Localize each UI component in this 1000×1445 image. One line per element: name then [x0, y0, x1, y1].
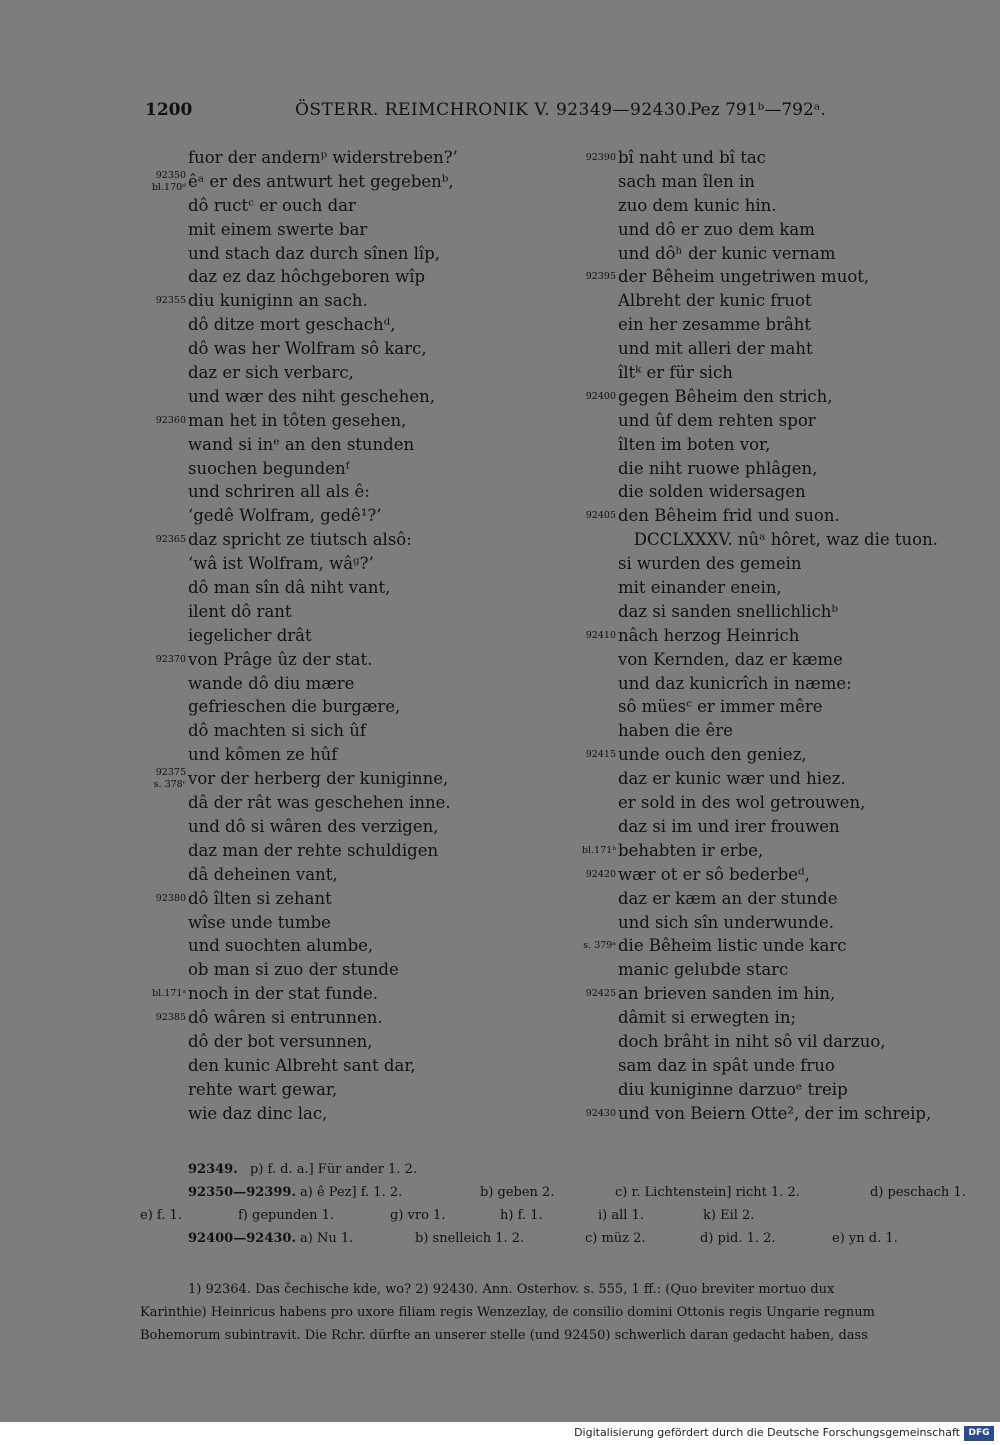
variant-label: 92400—92430.: [188, 1231, 296, 1246]
verse-text: dô was her Wolfram sô karc,: [188, 339, 427, 359]
verse-text: dô îlten si zehant: [188, 888, 332, 908]
verse-line: [140, 528, 470, 552]
verse-line: [570, 194, 990, 218]
verse-text: daz si sanden snellichlichᵇ: [618, 601, 839, 621]
verse-line: [140, 672, 470, 696]
verse-text: wîse unde tumbe: [188, 912, 331, 932]
page-header: [145, 100, 975, 128]
verse-text: und dô si wâren des verzigen,: [188, 816, 439, 836]
verse-line: [140, 218, 470, 242]
variant-entry: e) yn d. 1.: [832, 1231, 898, 1246]
footnotes: [140, 1278, 975, 1347]
variant-entry: a) Nu 1.: [300, 1231, 354, 1246]
verse-line: [140, 146, 470, 170]
verse-text: diu kuniginne darzuoᵉ treip: [618, 1079, 848, 1099]
verse-text: îltᵏ er für sich: [618, 363, 733, 383]
verse-text: gefrieschen die burgære,: [188, 697, 401, 717]
line-number: 92395: [585, 271, 616, 283]
verse-line: [140, 815, 470, 839]
verse-text: wande dô diu mære: [188, 673, 355, 693]
line-number: 92390: [585, 152, 616, 163]
verse-text: noch in der stat funde.: [188, 984, 379, 1004]
line-number: 92425: [585, 988, 616, 1000]
verse-text: si wurden des gemein: [618, 554, 802, 574]
verse-line: [140, 863, 470, 887]
verse-line: [140, 982, 470, 1006]
verse-line: [140, 911, 470, 935]
verse-line: [570, 409, 990, 433]
verse-line: [140, 337, 470, 361]
verse-line: [140, 600, 470, 624]
verse-line: [140, 1054, 470, 1078]
verse-line: [140, 648, 470, 672]
variant-entry: a) ê Pez] f. 1. 2.: [300, 1185, 403, 1200]
verse-text: gegen Bêheim den strich,: [618, 386, 833, 406]
verse-line: [570, 624, 990, 648]
verse-text: rehte wart gewar,: [188, 1079, 338, 1099]
variant-entry: k) Eil 2.: [703, 1208, 755, 1223]
verse-text: ein her zesamme brâht: [618, 315, 812, 335]
verse-text: îlten im boten vor,: [618, 434, 771, 454]
verse-text: und von Beiern Otte², der im schreip,: [618, 1103, 932, 1123]
running-title: ÖSTERR. REIMCHRONIK V. 92349—92430.: [295, 100, 693, 120]
verse-line: [570, 313, 990, 337]
verse-line: [570, 146, 990, 170]
verse-text: daz si im und irer frouwen: [618, 816, 840, 836]
verse-text: wær ot er sô bederbeᵈ,: [618, 864, 810, 884]
verse-line: [140, 194, 470, 218]
variant-entry: d) peschach 1.: [870, 1185, 966, 1200]
variant-row: [140, 1158, 980, 1181]
line-number: s. 379ᵃ: [583, 940, 616, 952]
variant-row: [140, 1204, 980, 1227]
verse-text: und sich sîn underwunde.: [618, 912, 834, 932]
verse-text: doch brâht in niht sô vil darzuo,: [618, 1031, 886, 1051]
verse-text: suochen begundenᶠ: [188, 458, 350, 478]
line-number: 92350 bl.170ᵈ: [151, 169, 186, 193]
verse-text: dô machten si sich ûf: [188, 721, 366, 741]
variant-entry: i) all 1.: [598, 1208, 644, 1223]
verse-line: [570, 1054, 990, 1078]
verse-line: [570, 1006, 990, 1030]
verse-text: sam daz in spât unde fruo: [618, 1055, 835, 1075]
verse-text: und suochten alumbe,: [188, 936, 374, 956]
verse-text: daz er kæm an der stunde: [618, 888, 838, 908]
verse-line: [140, 385, 470, 409]
funding-text: Digitalisierung gefördert durch die Deutsche Forschungsgemeinschaft: [574, 1426, 960, 1439]
line-number: bl.171ᵇ: [581, 844, 616, 856]
verse-line: [140, 743, 470, 767]
line-number: 92370: [155, 653, 186, 665]
verse-line: [570, 648, 990, 672]
verse-text: mit einander enein,: [618, 578, 782, 598]
variant-entry: e) f. 1.: [140, 1208, 182, 1223]
verse-text: dô ructᶜ er ouch dar: [188, 195, 356, 215]
verse-line: [140, 934, 470, 958]
verse-text: dô wâren si entrunnen.: [188, 1008, 383, 1028]
verse-line: [140, 433, 470, 457]
verse-text: daz man der rehte schuldigen: [188, 840, 439, 860]
verse-line: [140, 457, 470, 481]
verse-line: [570, 528, 990, 552]
verse-line: [140, 552, 470, 576]
verse-text: iegelicher drât: [188, 625, 312, 645]
verse-line: [140, 887, 470, 911]
verse-text: dâ deheinen vant,: [188, 864, 338, 884]
variant-label: 92350—92399.: [188, 1185, 296, 1200]
verse-text: von Kernden, daz er kæme: [618, 649, 843, 669]
verse-line: [140, 576, 470, 600]
line-number: 92430: [585, 1107, 616, 1119]
verse-column-left: [140, 146, 470, 1126]
verse-line: [570, 552, 990, 576]
verse-line: [570, 815, 990, 839]
verse-text: unde ouch den geniez,: [618, 745, 807, 765]
verse-line: [570, 265, 990, 289]
line-number: 92360: [155, 414, 186, 426]
verse-line: [140, 1078, 470, 1102]
verse-text: und ûf dem rehten spor: [618, 410, 816, 430]
verse-line: [570, 743, 990, 767]
verse-text: und kômen ze hûf: [188, 745, 338, 765]
variant-label: 92349.: [188, 1162, 238, 1177]
variant-entry: c) müz 2.: [585, 1231, 646, 1246]
verse-line: [140, 265, 470, 289]
verse-line: [570, 791, 990, 815]
verse-line: [570, 982, 990, 1006]
verse-line: [570, 385, 990, 409]
verse-text: er sold in des wol getrouwen,: [618, 793, 866, 813]
verse-line: [570, 576, 990, 600]
verse-line: [140, 504, 470, 528]
verse-line: [570, 337, 990, 361]
verse-line: [570, 719, 990, 743]
verse-line: [140, 624, 470, 648]
verse-line: [570, 457, 990, 481]
dfg-logo: DFG: [964, 1426, 994, 1441]
verse-text: ‘wâ ist Wolfram, wâᵍ?’: [188, 554, 374, 574]
verse-text: den Bêheim frid und suon.: [618, 506, 840, 526]
variant-entry: c) r. Lichtenstein] richt 1. 2.: [615, 1185, 800, 1200]
verse-text: êᵃ er des antwurt het gegebenᵇ,: [188, 171, 454, 191]
verse-line: [140, 695, 470, 719]
verse-text: ob man si zuo der stunde: [188, 960, 399, 980]
verse-text: von Prâge ûz der stat.: [188, 649, 373, 669]
line-number: 92400: [585, 390, 616, 402]
verse-line: [140, 791, 470, 815]
variant-row: [140, 1227, 980, 1250]
verse-line: [570, 1030, 990, 1054]
verse-text: dâmit si erwegten in;: [618, 1008, 797, 1028]
verse-text: daz spricht ze tiutsch alsô:: [188, 530, 412, 550]
verse-line: [140, 170, 470, 194]
variant-entry: f) gepunden 1.: [238, 1208, 335, 1223]
verse-text: die solden widersagen: [618, 482, 806, 502]
line-number: 92380: [155, 892, 186, 904]
line-number: 92415: [585, 749, 616, 761]
variant-entry: h) f. 1.: [500, 1208, 543, 1223]
line-number: 92355: [155, 295, 186, 307]
verse-line: [140, 313, 470, 337]
verse-line: [140, 1006, 470, 1030]
verse-text: sô müesᶜ er immer mêre: [618, 697, 823, 717]
footnote-line: 1) 92364. Das čechische kde, wo? 2) 92430. Ann. Osterhov. s. 555, 1 ff.: (Quo breviter mortuo dux: [188, 1282, 835, 1297]
verse-text: Albreht der kunic fruot: [618, 291, 812, 311]
pez-reference: Pez 791ᵇ—792ᵃ.: [690, 100, 826, 120]
variant-entry: b) snelleich 1. 2.: [415, 1231, 525, 1246]
verse-line: [570, 863, 990, 887]
verse-text: und dôʰ der kunic vernam: [618, 243, 836, 263]
verse-line: [570, 887, 990, 911]
verse-line: [570, 839, 990, 863]
verse-line: [570, 695, 990, 719]
verse-line: [140, 242, 470, 266]
verse-line: [570, 1102, 990, 1126]
verse-line: [140, 289, 470, 313]
verse-text: dô ditze mort geschachᵈ,: [188, 315, 396, 335]
verse-text: dô man sîn dâ niht vant,: [188, 578, 391, 598]
verse-text: manic gelubde starc: [618, 960, 789, 980]
variant-entry: d) pid. 1. 2.: [700, 1231, 776, 1246]
verse-line: [570, 911, 990, 935]
line-number: 92385: [155, 1012, 186, 1024]
verse-line: [570, 934, 990, 958]
verse-line: [140, 480, 470, 504]
verse-text: wand si inᵉ an den stunden: [188, 434, 415, 454]
verse-line: [570, 170, 990, 194]
line-number: 92410: [585, 629, 616, 641]
verse-line: [140, 958, 470, 982]
verse-line: [570, 1078, 990, 1102]
verse-text: der Bêheim ungetriwen muot,: [618, 267, 870, 287]
variant-row: [140, 1181, 980, 1204]
verse-text: dâ der rât was geschehen inne.: [188, 793, 451, 813]
verse-text: DCCLXXXV. nûᵃ hôret, waz die tuon.: [618, 530, 938, 550]
verse-line: [570, 480, 990, 504]
verse-text: daz er kunic wær und hiez.: [618, 769, 846, 789]
verse-text: bî naht und bî tac: [618, 148, 766, 167]
verse-line: [140, 361, 470, 385]
verse-text: und schriren all als ê:: [188, 482, 370, 502]
variant-entry: p) f. d. a.] Für ander 1. 2.: [250, 1162, 417, 1177]
line-number: 92405: [585, 510, 616, 522]
verse-line: [570, 600, 990, 624]
funding-banner: [0, 1422, 1000, 1445]
verse-text: und mit alleri der maht: [618, 339, 813, 359]
verse-text: diu kuniginn an sach.: [188, 291, 368, 311]
verse-text: zuo dem kunic hin.: [618, 195, 777, 215]
variant-entry: g) vro 1.: [390, 1208, 446, 1223]
verse-line: [140, 839, 470, 863]
verse-text: behabten ir erbe,: [618, 840, 764, 860]
line-number: 92420: [585, 868, 616, 880]
verse-text: die Bêheim listic unde karc: [618, 936, 847, 956]
verse-text: man het in tôten gesehen,: [188, 410, 407, 430]
verse-text: haben die êre: [618, 721, 733, 741]
line-number: 92365: [155, 534, 186, 546]
verse-text: daz ez daz hôchgeboren wîp: [188, 267, 426, 287]
verse-line: [570, 242, 990, 266]
footnote-line: Bohemorum subintravit. Die Rchr. dürfte an unserer stelle (und 92450) schwerlich daran gedacht haben, dass: [140, 1328, 868, 1343]
verse-text: dô der bot versunnen,: [188, 1031, 373, 1051]
verse-line: [570, 433, 990, 457]
verse-line: [570, 958, 990, 982]
verse-line: [140, 1030, 470, 1054]
verse-line: [140, 767, 470, 791]
verse-text: an brieven sanden im hin,: [618, 984, 836, 1004]
verse-text: fuor der andernᵖ widerstreben?’: [188, 148, 458, 167]
verse-text: ‘gedê Wolfram, gedê¹?’: [188, 506, 382, 526]
verse-text: sach man îlen in: [618, 171, 755, 191]
verse-text: daz er sich verbarc,: [188, 363, 354, 383]
verse-line: [570, 672, 990, 696]
verse-text: und stach daz durch sînen lîp,: [188, 243, 441, 263]
verse-line: [570, 218, 990, 242]
footnote-line: Karinthie) Heinricus habens pro uxore filiam regis Wenzezlay, de consilio domini Ottonis regis Ungarie regnum: [140, 1305, 875, 1320]
verse-text: ilent dô rant: [188, 601, 292, 621]
verse-text: die niht ruowe phlâgen,: [618, 458, 818, 478]
verse-text: und wær des niht geschehen,: [188, 386, 435, 406]
variant-notes: [140, 1158, 980, 1250]
verse-line: [140, 409, 470, 433]
verse-text: mit einem swerte bar: [188, 219, 368, 239]
verse-text: wie daz dinc lac,: [188, 1103, 328, 1123]
verse-text: nâch herzog Heinrich: [618, 625, 800, 645]
variant-entry: b) geben 2.: [480, 1185, 555, 1200]
verse-text: und daz kunicrîch in næme:: [618, 673, 852, 693]
verse-text: vor der herberg der kuniginne,: [188, 769, 449, 789]
verse-line: [570, 361, 990, 385]
verse-column-right: [570, 146, 990, 1126]
page-number: 1200: [145, 100, 193, 120]
verse-line: [570, 504, 990, 528]
line-number: 92375 s. 378ᶜ: [153, 767, 186, 791]
verse-line: [140, 1102, 470, 1126]
verse-text: den kunic Albreht sant dar,: [188, 1055, 416, 1075]
verse-line: [570, 767, 990, 791]
verse-line: [140, 719, 470, 743]
line-number: bl.171ᵃ: [152, 988, 186, 1000]
verse-text: und dô er zuo dem kam: [618, 219, 815, 239]
verse-line: [570, 289, 990, 313]
